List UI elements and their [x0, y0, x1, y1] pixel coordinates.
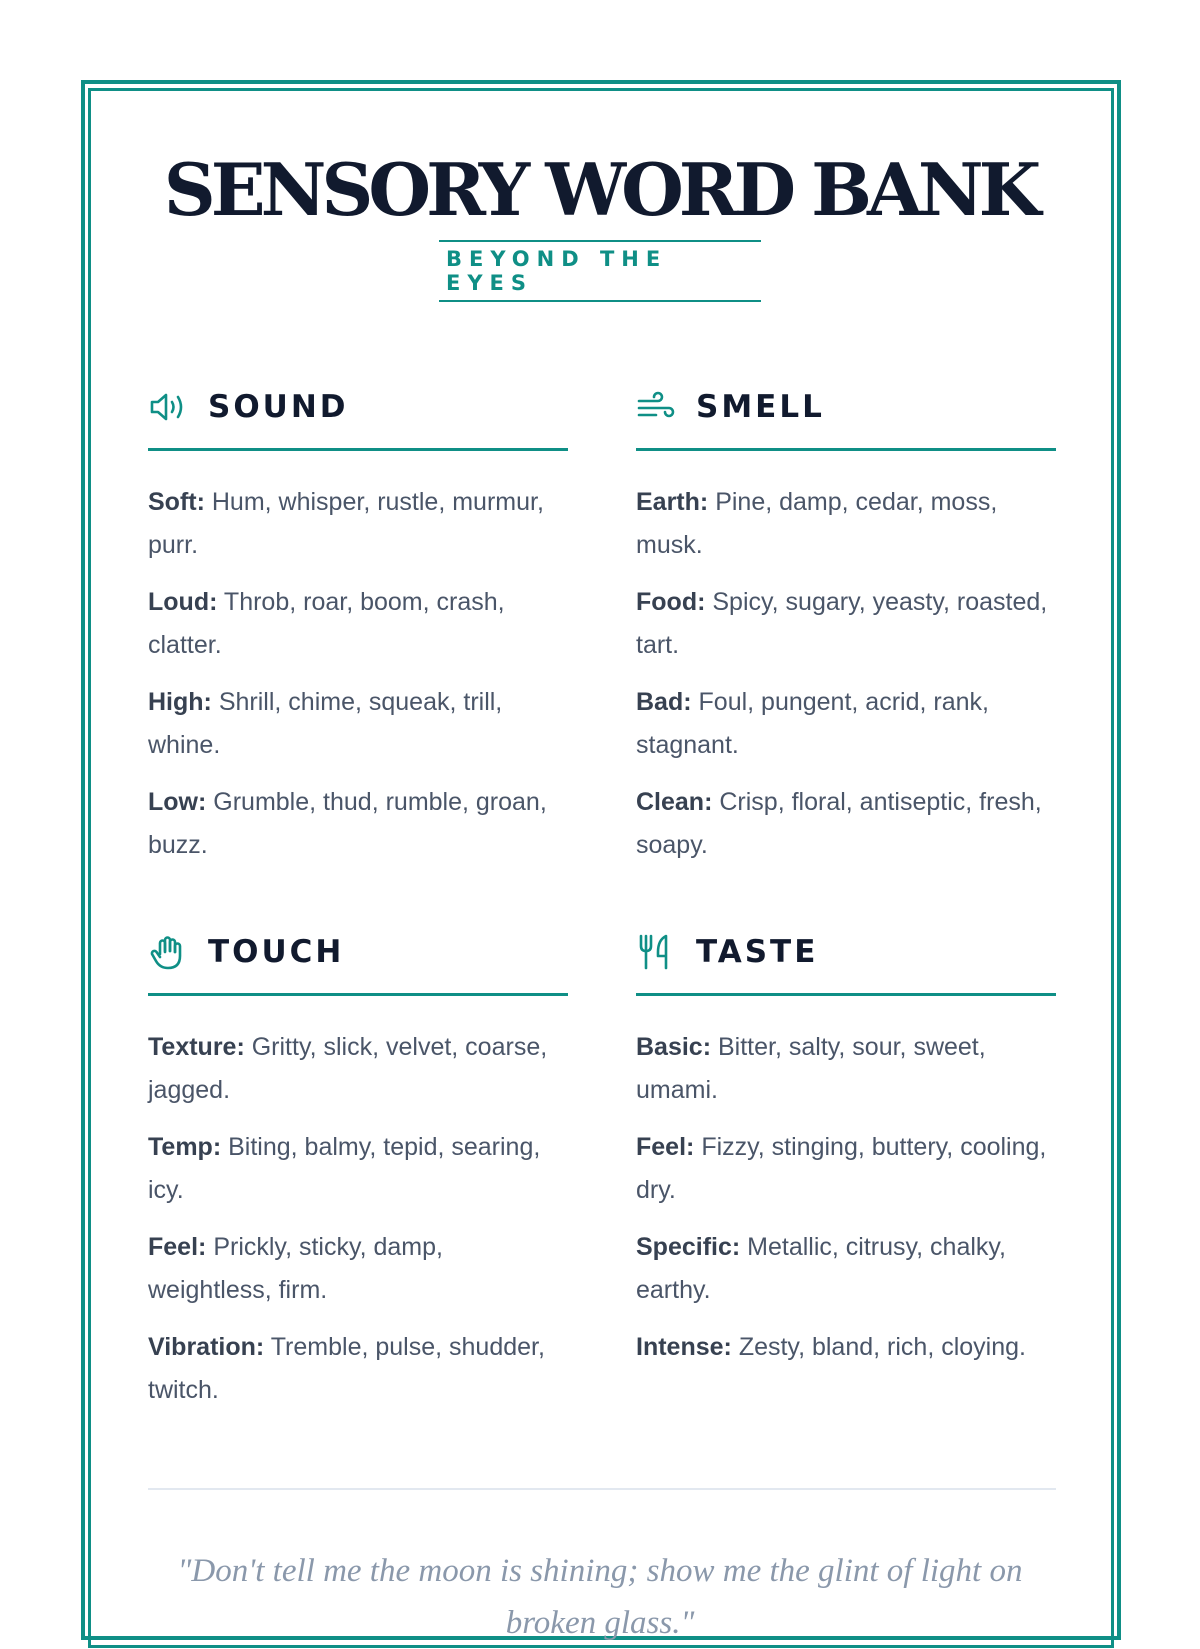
section-taste — [636, 910, 1056, 1383]
subtitle-banner — [439, 240, 761, 302]
entry-label: Clean: — [636, 788, 713, 816]
section-touch — [148, 910, 568, 1426]
entry-label: Soft: — [148, 488, 205, 516]
section-sound — [148, 365, 568, 881]
section-title: SOUND — [208, 389, 349, 425]
entry-list — [636, 481, 1056, 867]
entry-label: Vibration: — [148, 1333, 265, 1361]
hand-icon — [148, 932, 188, 972]
wind-icon — [636, 387, 676, 427]
entry-label: Texture: — [148, 1033, 245, 1061]
entry-words: Tremble, pulse, shudder, twitch. — [148, 1333, 545, 1404]
entry-label: Specific: — [636, 1233, 741, 1261]
entry-words: Biting, balmy, tepid, searing, icy. — [148, 1133, 541, 1204]
entry-label: Loud: — [148, 588, 218, 616]
list-item — [636, 781, 1056, 867]
section-header — [636, 910, 1056, 996]
section-smell — [636, 365, 1056, 881]
page-subtitle: BEYOND THE EYES — [446, 247, 668, 295]
list-item — [148, 581, 568, 667]
quote-text: "Don't tell me the moon is shining; show me the glint of light on broken glass." — [177, 1553, 1023, 1641]
list-item — [636, 1026, 1056, 1112]
entry-words: Prickly, sticky, damp, weightless, firm. — [148, 1233, 443, 1304]
entry-words: Hum, whisper, rustle, murmur, purr. — [148, 488, 544, 559]
entry-words: Throb, roar, boom, crash, clatter. — [148, 588, 505, 659]
list-item — [148, 1226, 568, 1312]
page-title: SENSORY WORD BANK — [163, 147, 1037, 232]
entry-label: Low: — [148, 788, 207, 816]
entry-words: Crisp, floral, antiseptic, fresh, soapy. — [636, 788, 1042, 859]
list-item — [636, 1226, 1056, 1312]
speaker-icon — [148, 387, 188, 427]
entry-list — [636, 1026, 1056, 1369]
entry-words: Bitter, salty, sour, sweet, umami. — [636, 1033, 986, 1104]
entry-label: Food: — [636, 588, 706, 616]
entry-label: Feel: — [148, 1233, 207, 1261]
entry-list — [148, 481, 568, 867]
entry-label: Feel: — [636, 1133, 695, 1161]
section-title: SMELL — [696, 389, 825, 425]
list-item — [148, 781, 568, 867]
entry-label: Earth: — [636, 488, 709, 516]
list-item — [148, 1126, 568, 1212]
entry-words: Gritty, slick, velvet, coarse, jagged. — [148, 1033, 548, 1104]
entry-words: Zesty, bland, rich, cloying. — [738, 1333, 1026, 1361]
section-title: TOUCH — [208, 934, 345, 970]
entry-label: Intense: — [636, 1333, 732, 1361]
list-item — [636, 681, 1056, 767]
entry-list — [148, 1026, 568, 1412]
section-header — [148, 365, 568, 451]
list-item — [148, 681, 568, 767]
entry-words: Spicy, sugary, yeasty, roasted, tart. — [636, 588, 1048, 659]
list-item — [148, 481, 568, 567]
entry-words: Metallic, citrusy, chalky, earthy. — [636, 1233, 1007, 1304]
entry-words: Pine, damp, cedar, moss, musk. — [636, 488, 998, 559]
entry-label: Bad: — [636, 688, 692, 716]
list-item — [636, 1126, 1056, 1212]
entry-words: Grumble, thud, rumble, groan, buzz. — [148, 788, 547, 859]
utensils-icon — [636, 932, 676, 972]
entry-label: High: — [148, 688, 212, 716]
section-header — [148, 910, 568, 996]
list-item — [148, 1326, 568, 1412]
list-item — [636, 1326, 1056, 1369]
list-item — [636, 481, 1056, 567]
entry-words: Foul, pungent, acrid, rank, stagnant. — [636, 688, 989, 759]
list-item — [148, 1026, 568, 1112]
entry-words: Fizzy, stinging, buttery, cooling, dry. — [636, 1133, 1047, 1204]
entry-label: Basic: — [636, 1033, 712, 1061]
entry-label: Temp: — [148, 1133, 222, 1161]
section-header — [636, 365, 1056, 451]
section-title: TASTE — [696, 934, 819, 970]
divider — [148, 1488, 1056, 1490]
entry-words: Shrill, chime, squeak, trill, whine. — [148, 688, 503, 759]
list-item — [636, 581, 1056, 667]
